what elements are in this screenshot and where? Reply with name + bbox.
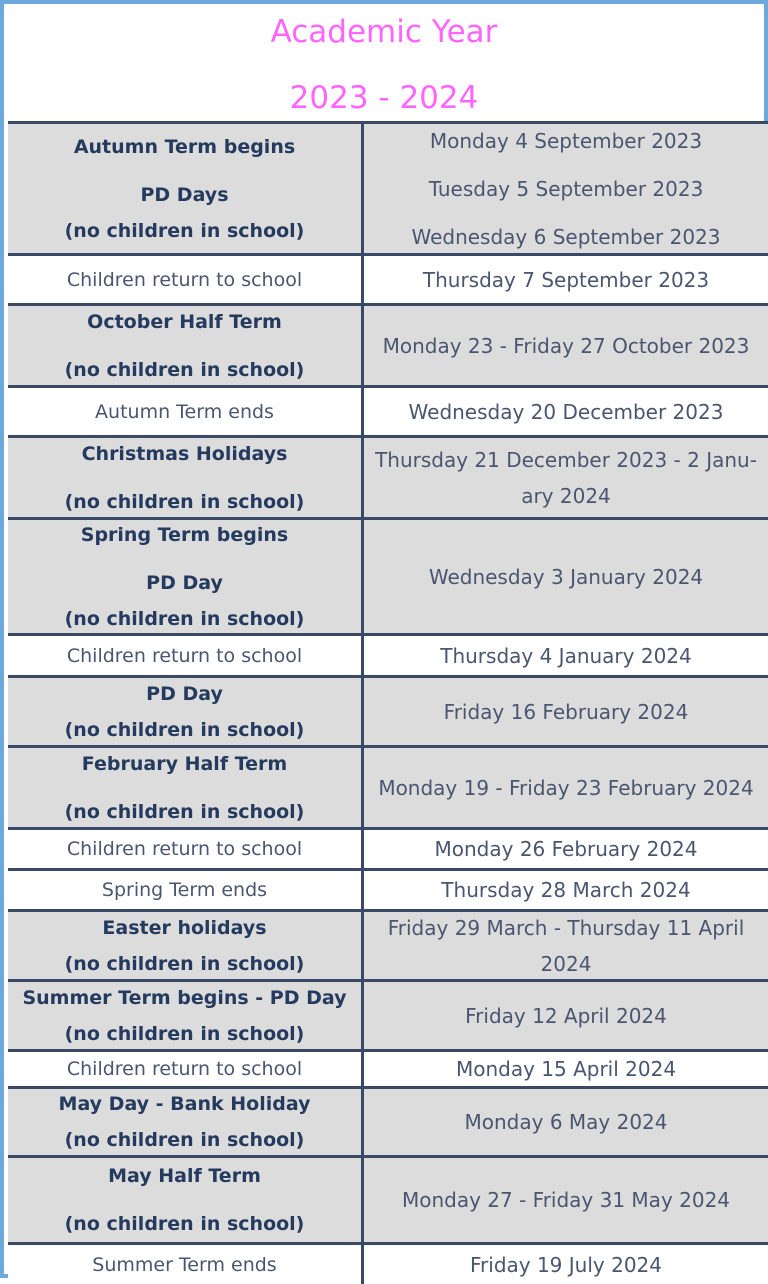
date-label: Monday 6 May 2024 (464, 1110, 668, 1134)
event-label: May Half Term (108, 1165, 261, 1187)
date-label: Monday 26 February 2024 (434, 837, 698, 861)
date-label: Thursday 7 September 2023 (422, 267, 710, 292)
date-label: Monday 4 September 2023 (429, 128, 703, 153)
date-cell (364, 1158, 768, 1242)
event-label: PD Day (146, 571, 223, 594)
date-cell (364, 1052, 768, 1086)
event-label: Summer Term begins - PD Day (22, 986, 347, 1009)
table-row (8, 871, 768, 912)
event-cell (8, 520, 364, 633)
date-cell (364, 256, 768, 303)
date-cell (364, 830, 768, 868)
date-label: 2024 (540, 951, 592, 976)
date-cell (364, 748, 768, 827)
event-label: October Half Term (87, 310, 282, 333)
event-label: Children return to school (66, 644, 303, 667)
date-label: Thursday 4 January 2024 (440, 643, 692, 668)
event-label: (no children in school) (64, 607, 305, 630)
date-cell (364, 388, 768, 435)
date-label: Monday 27 - Friday 31 May 2024 (401, 1188, 731, 1212)
event-label: (no children in school) (64, 1129, 305, 1151)
date-label: Friday 12 April 2024 (465, 1003, 667, 1028)
event-label: Spring Term ends (101, 879, 268, 901)
event-label: Autumn Term begins (73, 135, 296, 158)
event-label: February Half Term (81, 752, 288, 775)
date-label: Thursday 21 December 2023 - 2 Janu- (375, 447, 757, 472)
table-row (8, 520, 768, 636)
event-label: (no children in school) (64, 1213, 305, 1235)
event-label: Spring Term begins (80, 523, 289, 546)
event-cell (8, 1089, 364, 1155)
table-row (8, 748, 768, 830)
event-cell (8, 124, 364, 253)
date-label: Friday 29 March - Thursday 11 April (387, 915, 745, 940)
date-label: Wednesday 6 September 2023 (411, 224, 721, 249)
event-cell (8, 678, 364, 745)
event-cell (8, 982, 364, 1049)
date-label: Wednesday 3 January 2024 (428, 564, 704, 589)
event-cell (8, 830, 364, 868)
event-label: (no children in school) (64, 219, 305, 242)
table-row (8, 1245, 768, 1284)
table-row (8, 1052, 768, 1089)
term-dates-table (8, 121, 768, 1284)
table-row (8, 830, 768, 871)
date-cell (364, 1245, 768, 1284)
date-cell (364, 124, 768, 253)
event-cell (8, 388, 364, 435)
event-cell (8, 1245, 364, 1284)
date-cell (364, 1089, 768, 1155)
date-label: ary 2024 (521, 483, 611, 508)
date-label: Monday 15 April 2024 (455, 1057, 677, 1081)
event-label: Children return to school (66, 1058, 303, 1080)
date-cell (364, 438, 768, 517)
event-cell (8, 748, 364, 827)
event-cell (8, 306, 364, 385)
event-label: Children return to school (66, 838, 303, 860)
event-label: May Day - Bank Holiday (58, 1093, 311, 1115)
title-year-range: 2023 - 2024 (289, 80, 479, 116)
date-cell (364, 871, 768, 909)
event-label: Easter holidays (102, 916, 267, 939)
date-label: Friday 16 February 2024 (443, 699, 689, 724)
table-row (8, 636, 768, 678)
event-label: (no children in school) (64, 490, 305, 513)
table-row (8, 124, 768, 256)
table-row (8, 306, 768, 388)
date-label: Monday 19 - Friday 23 February 2024 (378, 775, 754, 800)
event-label: (no children in school) (64, 800, 305, 823)
header (8, 8, 760, 121)
date-cell (364, 520, 768, 633)
date-label: Monday 23 - Friday 27 October 2023 (382, 333, 750, 358)
date-label: Thursday 28 March 2024 (441, 878, 691, 902)
date-label: Friday 19 July 2024 (469, 1252, 662, 1277)
event-cell (8, 636, 364, 675)
table-row (8, 1158, 768, 1245)
event-label: (no children in school) (64, 1022, 305, 1045)
date-label: Wednesday 20 December 2023 (408, 399, 724, 424)
event-cell (8, 438, 364, 517)
table-row (8, 388, 768, 438)
date-cell (364, 982, 768, 1049)
event-label: PD Day (146, 682, 223, 705)
event-label: Christmas Holidays (81, 442, 288, 465)
table-row (8, 982, 768, 1052)
event-label: PD Days (140, 183, 229, 206)
table-row (8, 1089, 768, 1158)
date-cell (364, 306, 768, 385)
date-label: Tuesday 5 September 2023 (428, 176, 704, 201)
title-academic-year: Academic Year (270, 14, 498, 50)
event-cell (8, 912, 364, 979)
event-cell (8, 1158, 364, 1242)
table-row (8, 912, 768, 982)
event-cell (8, 256, 364, 303)
event-cell (8, 871, 364, 909)
date-cell (364, 678, 768, 745)
event-label: Children return to school (66, 268, 303, 291)
event-label: Summer Term ends (92, 1253, 277, 1276)
event-label: Autumn Term ends (95, 400, 274, 423)
table-row (8, 438, 768, 520)
date-cell (364, 912, 768, 979)
date-cell (364, 636, 768, 675)
event-label: (no children in school) (64, 952, 305, 975)
event-label: (no children in school) (64, 718, 305, 741)
event-cell (8, 1052, 364, 1086)
table-row (8, 678, 768, 748)
table-row (8, 256, 768, 306)
event-label: (no children in school) (64, 358, 305, 381)
